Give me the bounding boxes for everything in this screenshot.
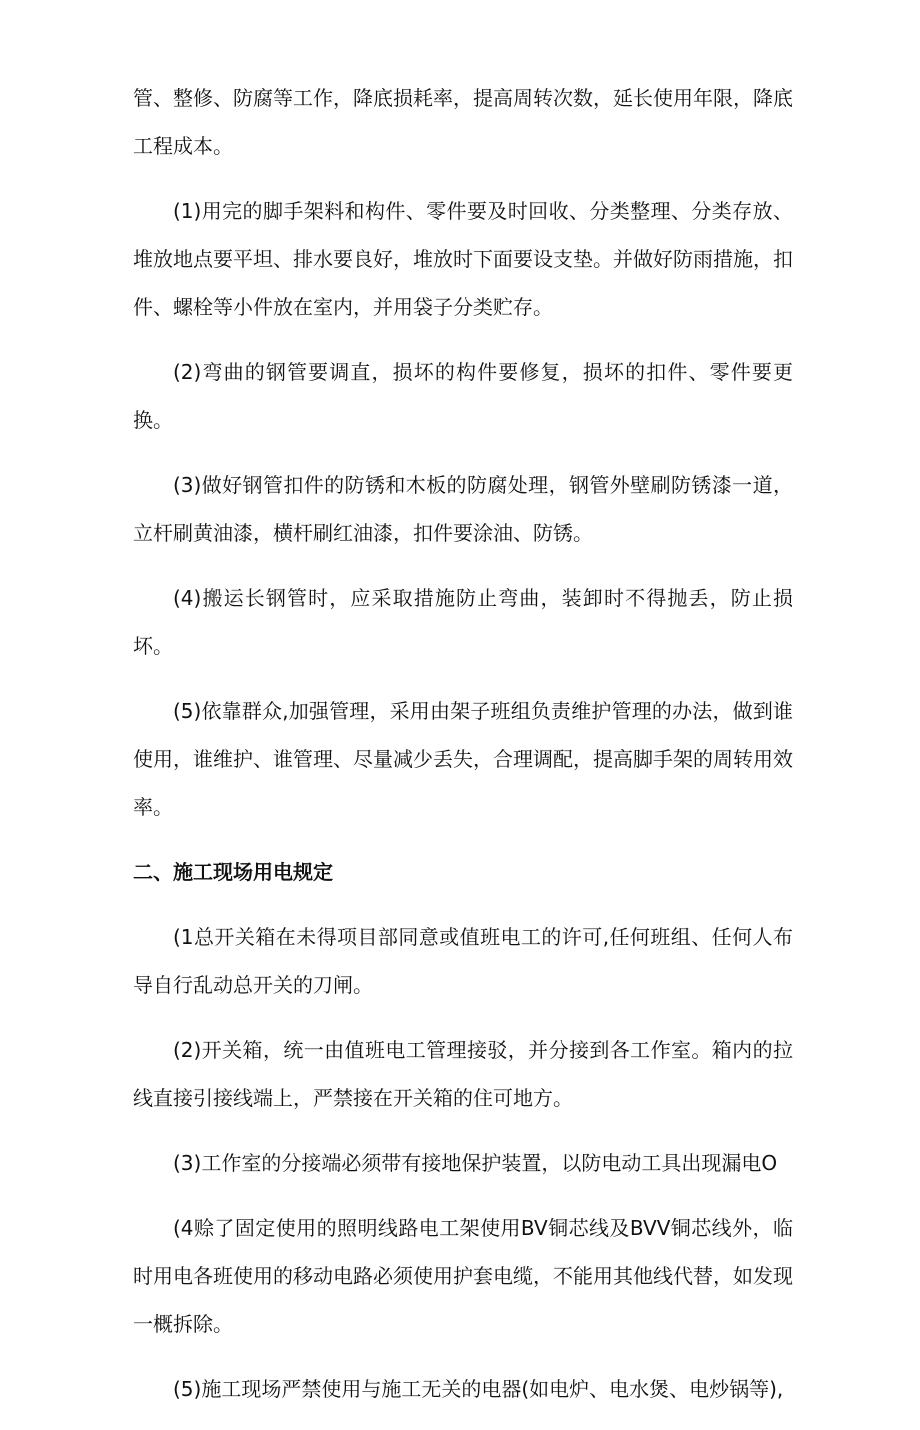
section-paragraph-3: (3)工作室的分接端必须带有接地保护装置，以防电动工具出现漏电O (173, 1151, 778, 1175)
document-body (133, 74, 793, 1430)
paragraph-item-3: (3)做好钢管扣件的防锈和木板的防腐处理，钢管外壁刷防锈漆一道，立杆刷黄油漆，横杆刷红油漆，扣件要涂油、防锈。 (133, 473, 793, 545)
paragraph-item-4: (4)搬运长钢管时，应采取措施防止弯曲，装卸时不得抛丢，防止损坏。 (133, 586, 793, 658)
paragraph-item-5: (5)依靠群众,加强管理，采用由架子班组负责维护管理的办法，做到谁使用，谁维护、谁管理、尽量减少丢失，合理调配，提高脚手架的周转用效率。 (133, 699, 793, 819)
paragraph-item-2: (2)弯曲的钢管要调直，损坏的构件要修复，损坏的扣件、零件要更换。 (133, 360, 793, 432)
section-heading: 二、施工现场用电规定 (133, 860, 333, 884)
section-paragraph-2: (2)开关箱，统一由值班电工管理接驳，并分接到各工作室。箱内的拉线直接引接线端上，严禁接在开关箱的住可地方。 (133, 1038, 793, 1110)
section-paragraph-4: (4赊了固定使用的照明线路电工架使用BV铜芯线及BVV铜芯线外，临时用电各班使用的移动电路必须使用护套电缆，不能用其他线代替，如发现一概拆除。 (133, 1216, 793, 1336)
paragraph-item-1: (1)用完的脚手架料和构件、零件要及时回收、分类整理、分类存放、堆放地点要平坦、排水要良好，堆放时下面要设支垫。并做好防雨措施，扣件、螺栓等小件放在室内，并用袋子分类贮存。 (133, 199, 793, 319)
section-paragraph-5: (5)施工现场严禁使用与施工无关的电器(如电炉、电水煲、电炒锅等), (173, 1377, 784, 1401)
paragraph-continuation: 管、整修、防腐等工作，降底损耗率，提高周转次数，延长使用年限，降底工程成本。 (133, 86, 793, 158)
section-paragraph-1: (1总开关箱在未得项目部同意或值班电工的许可,任何班组、任何人布导自行乱动总开关的刀闸。 (133, 925, 793, 997)
